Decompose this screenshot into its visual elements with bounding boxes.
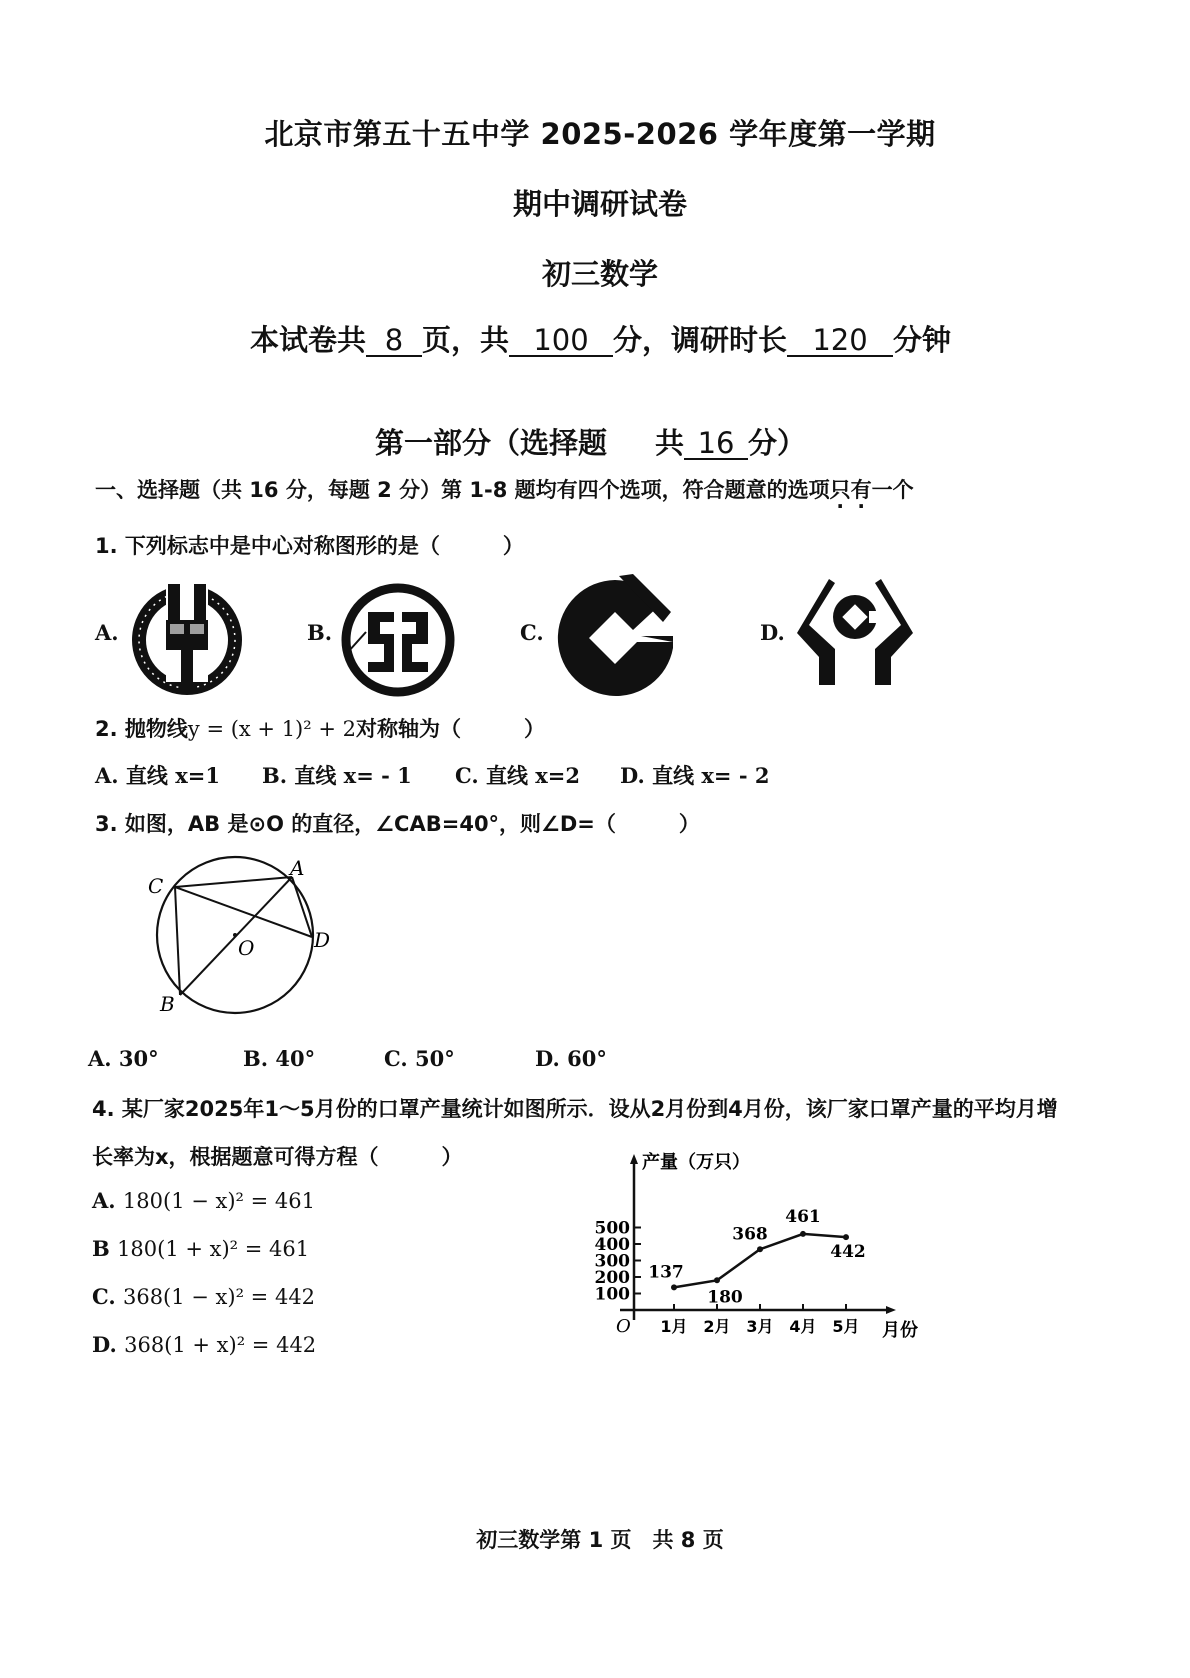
svg-text:产量（万只）: 产量（万只） — [642, 1152, 750, 1173]
svg-text:137: 137 — [648, 1262, 684, 1283]
question-4-stem-line-1 — [92, 1093, 1058, 1123]
option-text: 直线 x=2 — [485, 763, 581, 788]
mask-production-chart — [590, 1150, 920, 1340]
svg-text:461: 461 — [785, 1206, 821, 1227]
question-1-stem — [95, 530, 524, 560]
question-4-stem-line-2: 长率为x，根据题意可得方程（ ） — [92, 1145, 463, 1169]
page-count: 8 — [366, 325, 422, 357]
option-text: 368(1 + x)² = 442 — [124, 1333, 317, 1357]
option-text: 180(1 − x)² = 461 — [122, 1189, 315, 1213]
bank-logo-b-icon[interactable] — [338, 580, 458, 700]
svg-text:O: O — [616, 1316, 631, 1337]
svg-text:3月: 3月 — [746, 1317, 774, 1336]
section-instructions — [95, 474, 914, 504]
option-text: 50° — [414, 1046, 455, 1071]
part-one-heading — [375, 421, 806, 462]
question-text: 下列标志中是中心对称图形的是（ ） — [124, 534, 524, 558]
part-one-total: 16 — [684, 428, 748, 460]
question-text-suffix: 对称轴为（ ） — [355, 717, 545, 741]
exam-meta — [250, 318, 951, 359]
instructions-emphasis-1: 只 — [829, 478, 851, 502]
q1-option-a-label[interactable]: A. — [95, 620, 119, 645]
q1-option-b-label[interactable]: B. — [307, 620, 333, 645]
question-number: 1. — [95, 534, 118, 558]
label-c: C — [148, 874, 164, 898]
question-number: 2. — [95, 717, 118, 741]
q1-option-c-label[interactable]: C. — [520, 620, 544, 645]
option-label: D. — [535, 1046, 560, 1071]
svg-text:4月: 4月 — [789, 1317, 817, 1336]
option-text: 60° — [567, 1046, 607, 1071]
option-label: D. — [620, 763, 645, 788]
q3-option-d[interactable] — [535, 1046, 607, 1071]
meta-duration-suffix: 分钟 — [893, 323, 952, 357]
svg-text:442: 442 — [830, 1242, 866, 1263]
question-number: 4. — [92, 1097, 115, 1121]
total-score: 100 — [509, 325, 613, 357]
meta-pages-suffix: 页，共 — [422, 323, 510, 357]
label-d: D — [314, 928, 331, 952]
q3-option-a[interactable] — [88, 1046, 159, 1071]
option-label: A. — [95, 763, 119, 788]
svg-text:2月: 2月 — [703, 1317, 731, 1336]
svg-text:1月: 1月 — [660, 1317, 688, 1336]
q1-option-d-label[interactable]: D. — [760, 620, 785, 645]
q2-option-c[interactable] — [455, 760, 580, 790]
label-o: O — [238, 936, 255, 960]
option-label: B. — [262, 763, 288, 788]
option-text: 368(1 − x)² = 442 — [122, 1285, 316, 1309]
svg-text:月份: 月份 — [882, 1320, 918, 1340]
bank-logo-a-icon[interactable] — [130, 580, 245, 695]
q4-option-c[interactable] — [92, 1284, 315, 1309]
q3-option-c[interactable] — [384, 1046, 455, 1071]
question-3-stem — [95, 808, 700, 838]
label-a: A — [290, 856, 305, 880]
option-text: 180(1 + x)² = 461 — [117, 1237, 310, 1261]
part-one-suffix: 分） — [748, 426, 807, 460]
option-text: 直线 x=1 — [125, 763, 220, 788]
option-text: 直线 x= - 2 — [652, 763, 770, 788]
exam-title: 期中调研试卷 — [512, 187, 687, 221]
question-number: 3. — [95, 812, 118, 836]
option-text: 40° — [275, 1046, 316, 1071]
meta-score-suffix: 分，调研时长 — [613, 323, 788, 357]
meta-prefix: 本试卷共 — [250, 323, 367, 357]
q2-option-d[interactable] — [620, 760, 769, 790]
option-text: 30° — [118, 1046, 159, 1071]
q4-option-d[interactable] — [92, 1332, 316, 1357]
option-label: B — [92, 1236, 110, 1261]
q2-option-a[interactable] — [95, 760, 220, 790]
part-one-total-label: 共 — [655, 426, 685, 460]
label-b: B — [160, 992, 175, 1015]
bank-logo-d-icon[interactable] — [795, 575, 915, 690]
option-label: C. — [384, 1046, 408, 1071]
question-2-stem — [95, 713, 545, 743]
instructions-main: 一、选择题（共 16 分，每题 2 分）第 1-8 题均有四个选项，符合题意的选项 — [95, 478, 830, 502]
svg-text:368: 368 — [732, 1224, 768, 1245]
question-text: 某厂家2025年1～5月份的口罩产量统计如图所示．设从2月份到4月份，该厂家口罩产量的平均月增 — [121, 1097, 1058, 1121]
question-text-prefix: 抛物线 — [124, 717, 188, 741]
option-text: 直线 x= - 1 — [294, 763, 412, 788]
parabola-equation: y = (x + 1)² + 2 — [187, 717, 356, 741]
bank-logo-c-icon[interactable] — [553, 572, 678, 702]
svg-text:300: 300 — [594, 1251, 630, 1272]
svg-text:100: 100 — [594, 1284, 630, 1305]
svg-text:500: 500 — [594, 1218, 630, 1239]
option-label: A. — [92, 1188, 116, 1213]
instructions-end: 一个 — [871, 478, 914, 502]
svg-text:180: 180 — [707, 1287, 743, 1308]
question-text: 如图，AB 是⊙O 的直径，∠CAB=40°，则∠D=（ ） — [124, 812, 700, 836]
q2-option-b[interactable] — [262, 760, 412, 790]
q4-option-b[interactable] — [92, 1236, 309, 1261]
svg-text:400: 400 — [594, 1235, 630, 1255]
q4-option-a[interactable] — [92, 1188, 315, 1213]
option-label: B. — [243, 1046, 269, 1071]
exam-duration: 120 — [787, 325, 893, 357]
subject-title: 初三数学 — [541, 257, 658, 291]
option-label: C. — [92, 1284, 116, 1309]
svg-text:200: 200 — [594, 1268, 630, 1288]
option-label: C. — [455, 763, 479, 788]
svg-text:5月: 5月 — [832, 1317, 860, 1336]
option-label: A. — [88, 1046, 112, 1071]
page-footer: 初三数学第 1 页 共 8 页 — [476, 1528, 724, 1552]
school-title: 北京市第五十五中学 2025-2026 学年度第一学期 — [264, 117, 936, 151]
instructions-emphasis-2: 有 — [850, 478, 872, 502]
part-one-title: 第一部分（选择题 — [375, 426, 608, 460]
q3-option-b[interactable] — [243, 1046, 315, 1071]
option-label: D. — [92, 1332, 117, 1357]
circle-geometry-figure — [140, 855, 350, 1015]
